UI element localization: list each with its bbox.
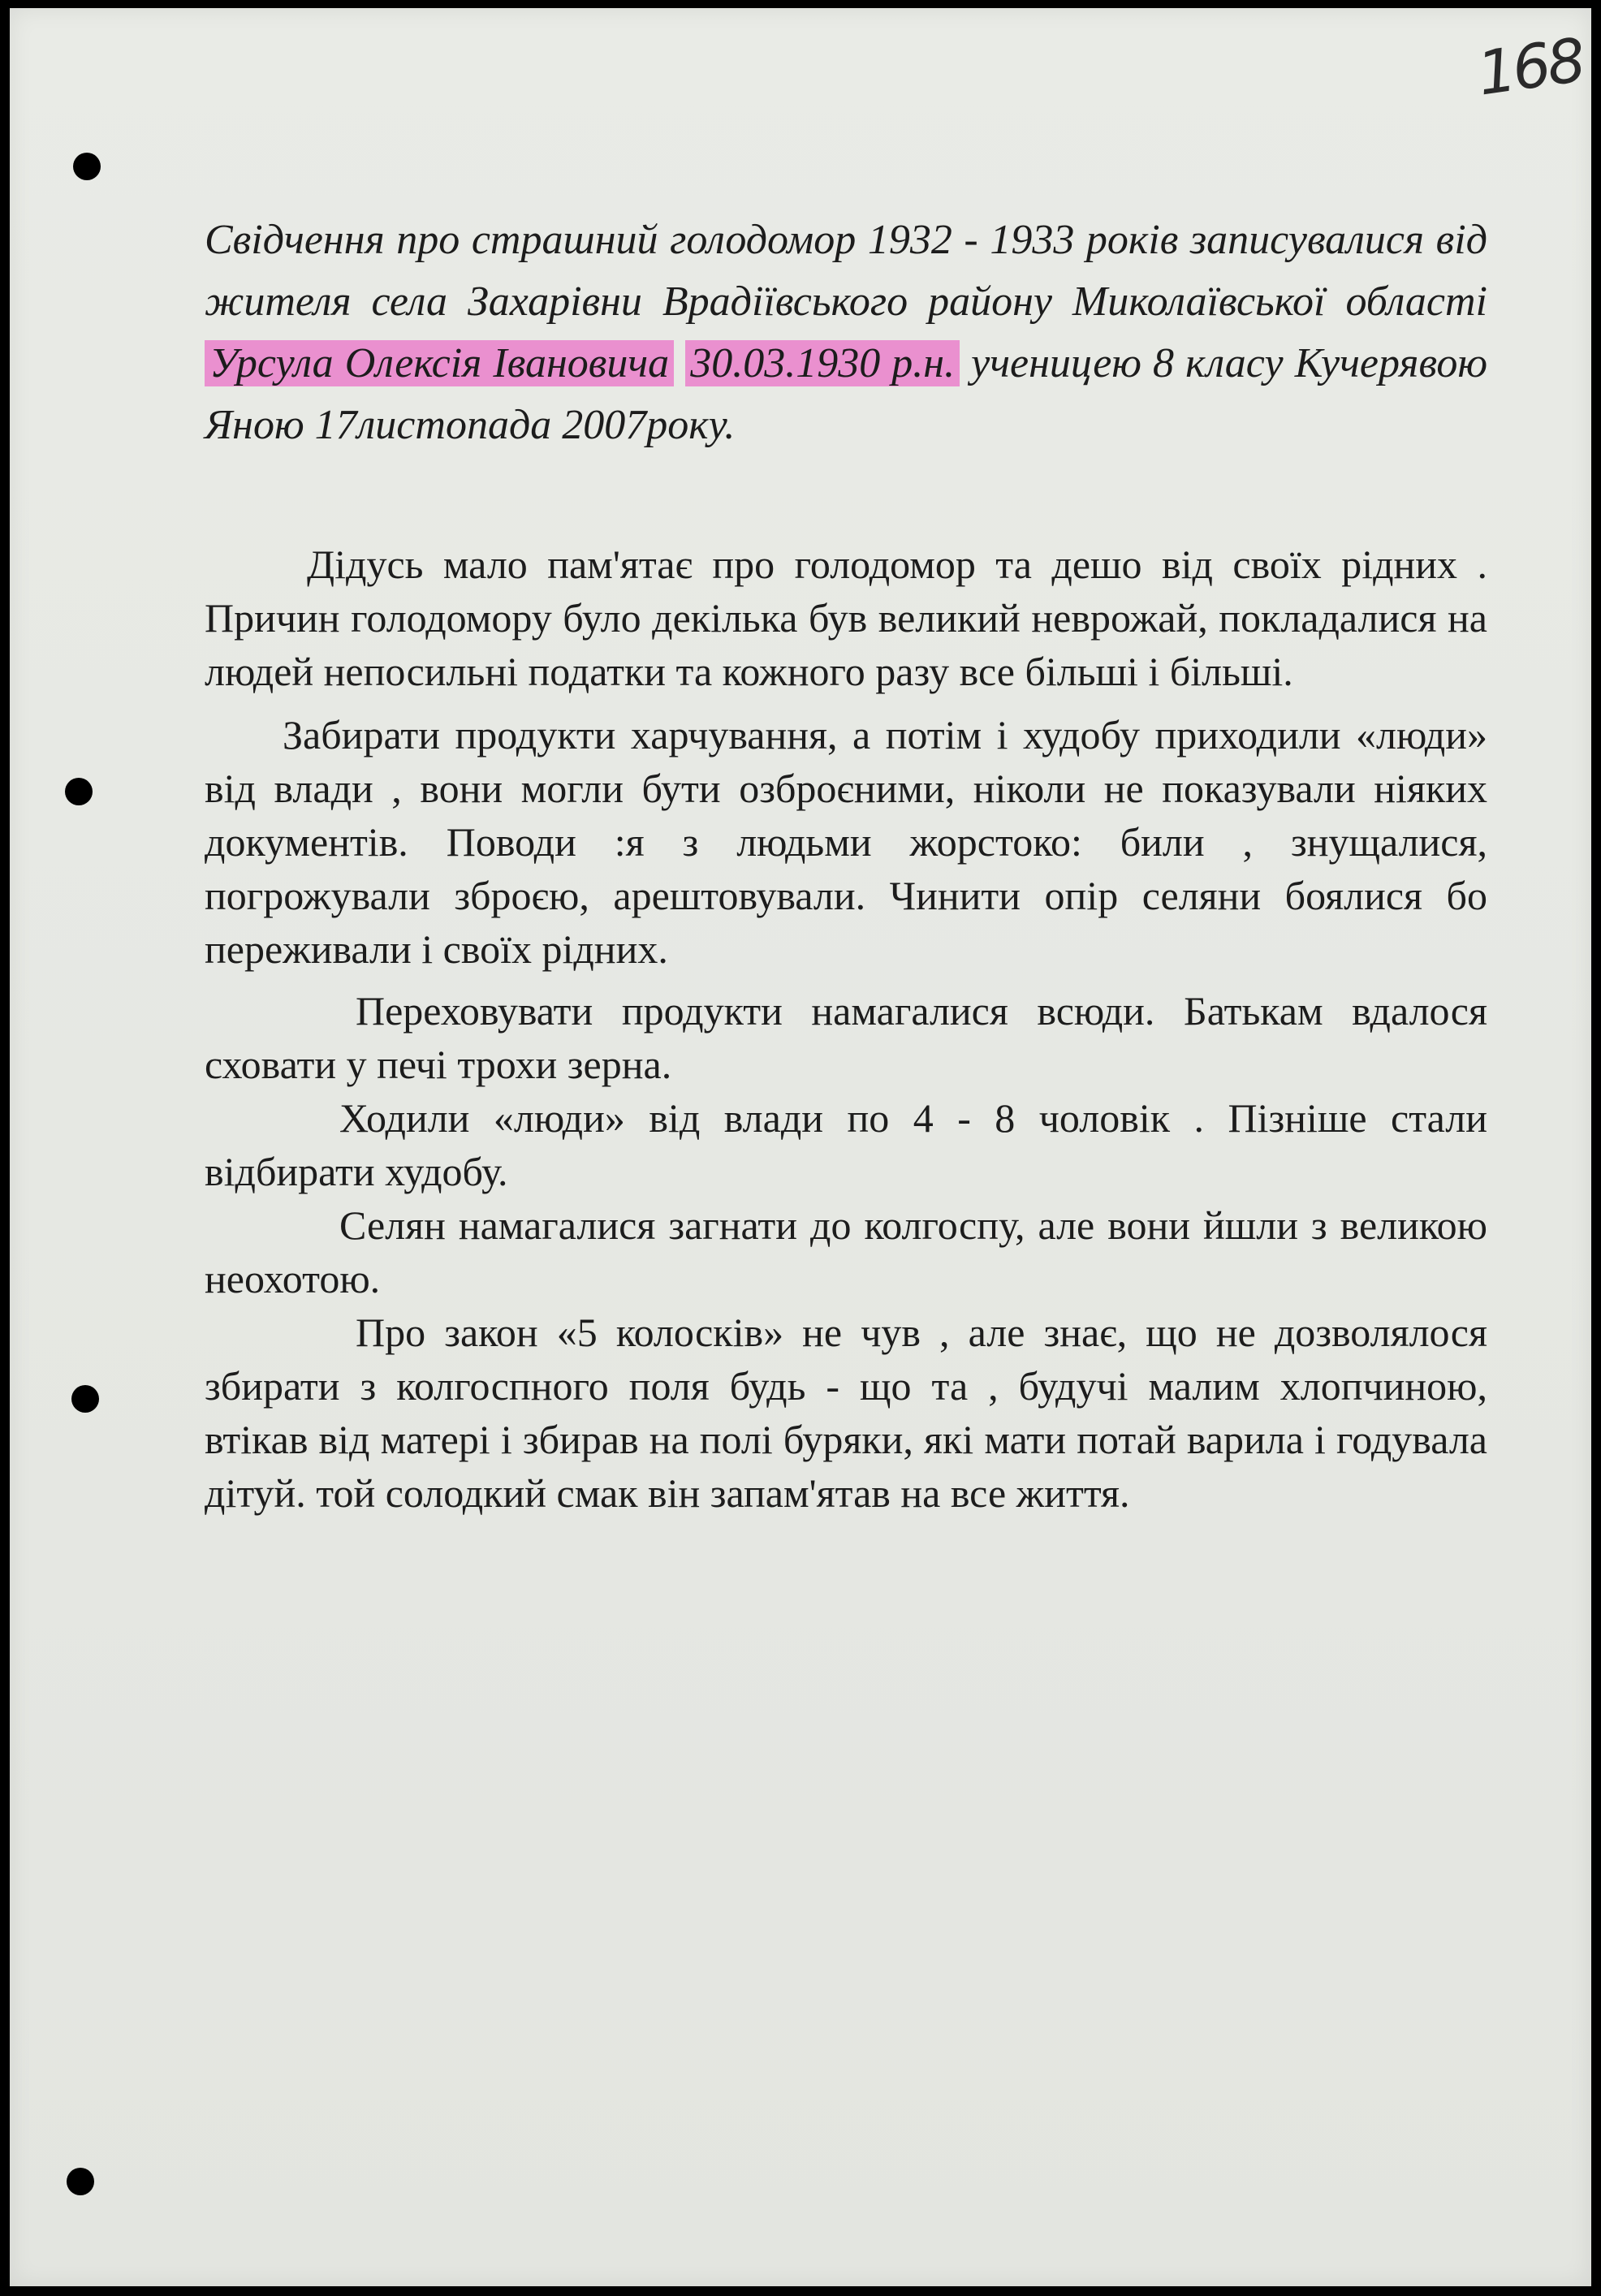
punch-hole-3 — [71, 1385, 99, 1413]
paragraph-1: Дідусь мало пам'ятає про голодомор та дешо від своїх рідних . Причин голодомору було декілька був великий неврожай, покладалися на людей непосильні податки та кожного разу все більші і більші. — [205, 542, 1487, 694]
paragraph-6: Про закон «5 колосків» не чув , але знає, що не дозволялося збирати з колгоспного поля будь - що та , будучі малим хлопчиною, втікав від матері і збирав на полі буряки, які мати потай варила і годувала дітуй. той солодкий смак він запам'ятав на все життя. — [205, 1310, 1487, 1516]
punch-hole-2 — [65, 778, 93, 805]
punch-hole-1 — [73, 153, 101, 180]
paragraph-2: Забирати продукти харчування, а потім і худобу приходили «люди» від влади , вони могли бути озброєними, ніколи не показували ніяких документів. Поводи :я з людьми жорстоко: били , знущалися, погрожували зброєю, арештовували. Чинити опір селяни боялися бо переживали і своїх рідних. — [205, 712, 1487, 972]
intro-paragraph — [205, 209, 1487, 456]
highlighted-name: Урсула Олексія Івановича — [205, 340, 674, 386]
testimony-body — [205, 537, 1487, 1520]
document-page — [10, 8, 1591, 2286]
punch-hole-4 — [67, 2168, 94, 2195]
intro-text-end: ученицею 8 класу Кучерявою Яною 17листопада 2007року. — [205, 340, 1487, 448]
highlighted-birth-date: 30.03.1930 р.н. — [685, 340, 960, 386]
paragraph-4: Ходили «люди» від влади по 4 - 8 чоловік . Пізніше стали відбирати худобу. — [205, 1095, 1487, 1194]
paragraph-5: Селян намагалися загнати до колгоспу, але вони йшли з великою неохотою. — [205, 1202, 1487, 1301]
handwritten-page-number: 168 — [1473, 25, 1587, 110]
paragraph-3: Переховувати продукти намагалися всюди. Батькам вдалося сховати у печі трохи зерна. — [205, 988, 1487, 1087]
intro-text-start: Свідчення про страшний голодомор 1932 - 1933 років записувалися від жителя села Захарівни Врадіївського району Миколаївської області — [205, 217, 1487, 325]
